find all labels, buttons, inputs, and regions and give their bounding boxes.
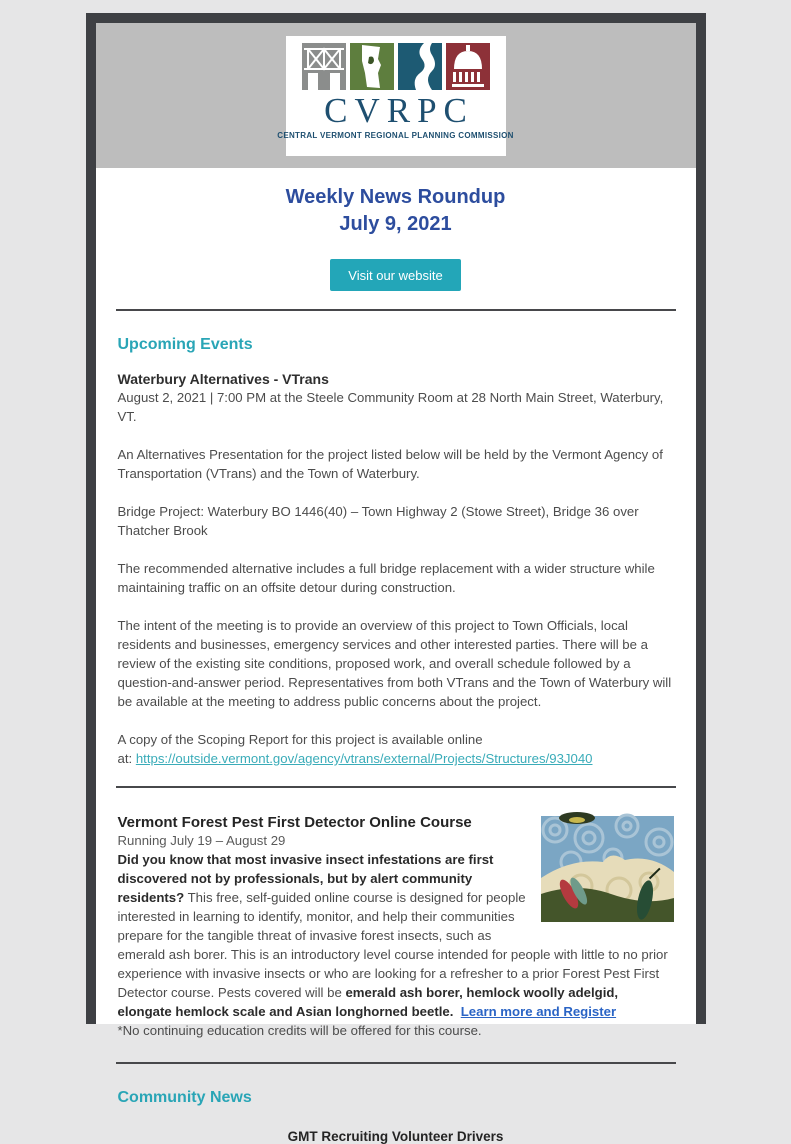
course-footnote: *No continuing education credits will be offered for this course. (117, 1023, 482, 1038)
waterbury-meeting-intent: The intent of the meeting is to provide an overview of this project to Town Officials, local residents and businesses, emergency services and other interested parties. There will be a review of the existing site conditions, proposed work, and overall schedule followed by a question-and-answer period. Representatives from both VTrans and the Town of Waterbury will be available at the meeting to address public concerns about the project. (117, 618, 672, 709)
course-lead-question: Did you know that most invasive insect infestations are first discovered not by professionals, but by alert community residents? (117, 852, 494, 905)
course-title: Vermont Forest Pest First Detector Online Course (117, 814, 472, 831)
newsletter-title (96, 168, 696, 238)
cvrpc-logo (277, 36, 514, 156)
upcoming-events-section (96, 336, 696, 768)
forest-pest-course-article (96, 814, 696, 1040)
capitol-dome-icon (446, 43, 490, 90)
truss-bridge-icon (302, 43, 346, 90)
scoping-text-line1: A copy of the Scoping Report for this project is available online (117, 732, 483, 747)
course-pests-list: emerald ash borer, hemlock woolly adelgid, elongate hemlock scale and Asian longhorned beetle (117, 985, 619, 1019)
upcoming-events-heading: Upcoming Events (117, 336, 253, 353)
divider (116, 786, 676, 788)
email-newsletter-container (86, 13, 706, 1144)
waterbury-alternative: The recommended alternative includes a full bridge replacement with a wider structure while maintaining traffic on an offsite detour during construction. (117, 561, 655, 595)
gmt-article-title: GMT Recruiting Volunteer Drivers (287, 1129, 504, 1144)
logo-acronym: CVRPC (324, 90, 474, 130)
community-news-heading: Community News (117, 1089, 252, 1106)
header-band (96, 23, 696, 168)
course-period: . (449, 1004, 461, 1019)
vermont-state-icon (350, 43, 394, 90)
learn-more-register-link[interactable]: Learn more and Register (460, 1004, 617, 1019)
scoping-report-link[interactable]: https://outside.vermont.gov/agency/vtrans/external/Projects/Structures/93J040 (135, 751, 593, 766)
waterbury-datetime: August 2, 2021 | 7:00 PM at the Steele Community Room at 28 North Main Street, Waterbury, VT. (117, 390, 664, 424)
course-body-main: This free, self-guided online course is designed for people interested in learning to identify, monitor, and help their communities prepare for the tangible threat of invasive forest insects, such as emerald ash borer. This is an introductory level course intended for people with little to no prior experience with invasive insects or who are looking for a refresher to a prior Forest Pest First Detector course. Pests covered will be (117, 890, 668, 1000)
newsletter-title-line1: Weekly News Roundup (285, 186, 506, 208)
scoping-text-prefix: at: (117, 751, 136, 766)
cta-row (96, 259, 696, 291)
divider (116, 1062, 676, 1064)
river-icon (398, 43, 442, 90)
divider (116, 309, 676, 311)
waterbury-scoping-report (118, 730, 674, 768)
insect-painting-image (541, 816, 674, 922)
waterbury-intro: An Alternatives Presentation for the project listed below will be held by the Vermont Agency of Transportation (VTrans) and the Town of Waterbury. (117, 447, 663, 481)
community-news-section (96, 1089, 696, 1144)
visit-website-button[interactable]: Visit our website (330, 259, 461, 291)
logo-tagline: CENTRAL VERMONT REGIONAL PLANNING COMMISSION (277, 130, 514, 140)
waterbury-bridge-project: Bridge Project: Waterbury BO 1446(40) – Town Highway 2 (Stowe Street), Bridge 36 over Thatcher Brook (117, 504, 639, 538)
logo-tiles (302, 43, 490, 90)
course-dates: Running July 19 – August 29 (117, 833, 286, 848)
waterbury-article-title: Waterbury Alternatives - VTrans (117, 371, 329, 387)
newsletter-date: July 9, 2021 (339, 213, 452, 235)
